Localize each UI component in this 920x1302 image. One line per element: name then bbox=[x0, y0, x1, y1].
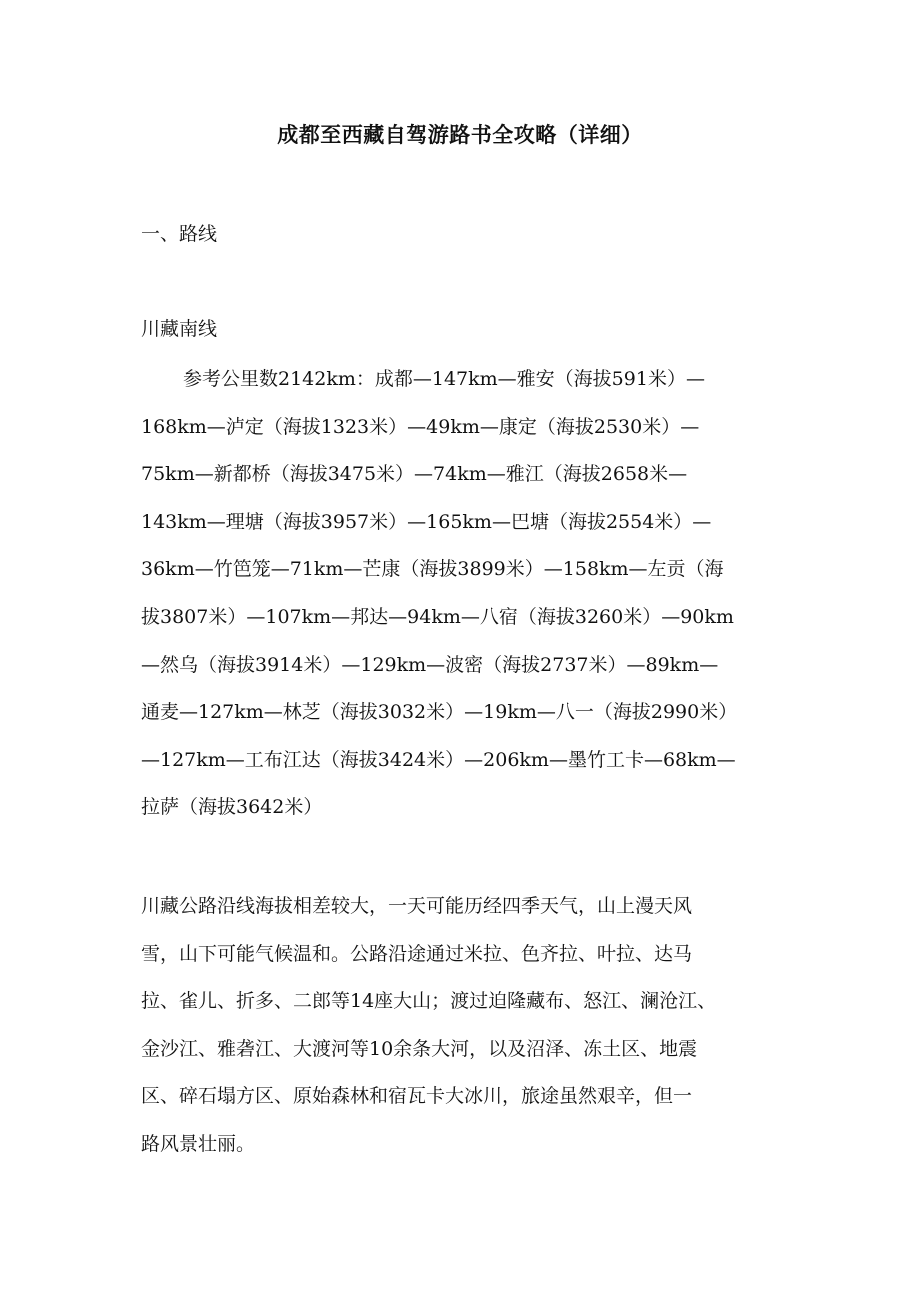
description-paragraph bbox=[141, 883, 801, 1168]
route-line: —然乌（海拔3914米）—129km—波密（海拔2737米）—89km— bbox=[141, 653, 719, 676]
route-paragraph bbox=[141, 356, 781, 832]
route-line: 拉萨（海拔3642米） bbox=[141, 796, 323, 819]
document-title: 成都至西藏自驾游路书全攻略（详细） bbox=[277, 123, 643, 147]
description-line: 川藏公路沿线海拔相差较大，一天可能历经四季天气，山上漫天风 bbox=[141, 895, 693, 917]
description-line: 拉、雀儿、折多、二郎等14座大山；渡过迫隆藏布、怒江、澜沧江、 bbox=[141, 990, 717, 1012]
description-line: 金沙江、雅砻江、大渡河等10余条大河，以及沼泽、冻土区、地震 bbox=[141, 1037, 698, 1060]
route-line: 参考公里数2142km：成都—147km—雅安（海拔591米）— bbox=[183, 368, 705, 390]
route-name: 川藏南线 bbox=[141, 318, 218, 340]
section-heading: 一、路线 bbox=[141, 223, 218, 245]
route-line: 168km—泸定（海拔1323米）—49km—康定（海拔2530米）— bbox=[141, 415, 700, 438]
description-line: 路风景壮丽。 bbox=[141, 1132, 256, 1155]
route-line: 36km—竹笆笼—71km—芒康（海拔3899米）—158km—左贡（海 bbox=[141, 558, 724, 581]
route-line: 143km—理塘（海拔3957米）—165km—巴塘（海拔2554米）— bbox=[141, 510, 712, 533]
route-line: —127km—工布江达（海拔3424米）—206km—墨竹工卡—68km— bbox=[141, 748, 736, 771]
route-line: 75km—新都桥（海拔3475米）—74km—雅江（海拔2658米— bbox=[141, 463, 688, 486]
route-line: 拔3807米）—107km—邦达—94km—八宿（海拔3260米）—90km bbox=[141, 605, 734, 628]
route-line: 通麦—127km—林芝（海拔3032米）—19km—八一（海拔2990米） bbox=[141, 701, 738, 724]
description-line: 雪，山下可能气候温和。公路沿途通过米拉、色齐拉、叶拉、达马 bbox=[141, 942, 693, 965]
description-line: 区、碎石塌方区、原始森林和宿瓦卡大冰川，旅途虽然艰辛，但一 bbox=[141, 1085, 693, 1107]
